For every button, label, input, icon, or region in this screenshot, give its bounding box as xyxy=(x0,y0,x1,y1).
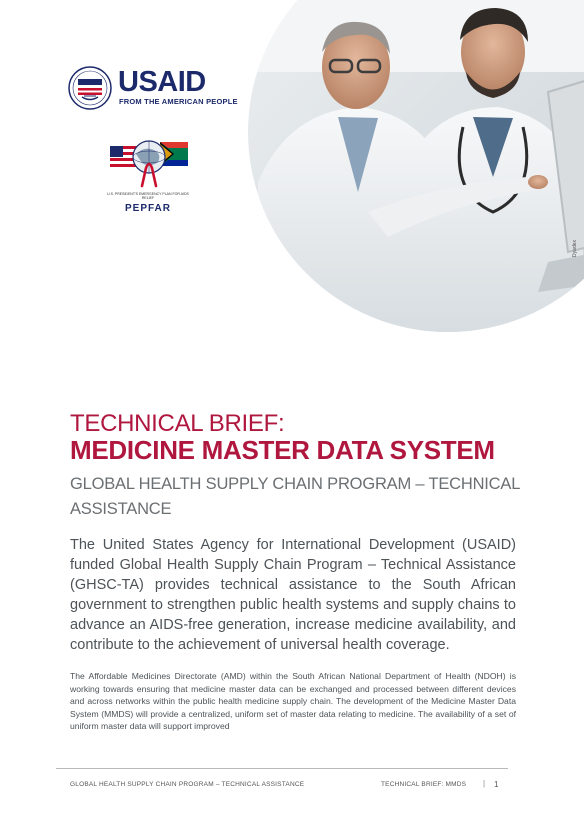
body-paragraph: The Affordable Medicines Directorate (AMD) within the South African National Department of Health (NDOH) is working towards ensuring that medicine master data can be exchanged and processed between different devices and across networks within the public health medicine supply chain. The development of the Medicine Master Data System (MMDS) will provide a centralized, uniform set of master data relating to medicine. The availability of a set of uniform master data will support improved xyxy=(70,671,516,731)
hero-photo xyxy=(248,0,584,332)
usaid-logo xyxy=(68,66,238,112)
usaid-seal-icon xyxy=(68,66,112,110)
title-kicker: TECHNICAL BRIEF: xyxy=(70,410,285,437)
footer-doc-title: TECHNICAL BRIEF: MMDS xyxy=(381,781,467,788)
pepfar-fineprint: U.S. PRESIDENT'S EMERGENCY PLAN FOR AIDS RELIEF xyxy=(107,192,189,200)
footer-divider xyxy=(56,768,508,769)
page-title: MEDICINE MASTER DATA SYSTEM xyxy=(70,435,495,465)
usaid-tagline: FROM THE AMERICAN PEOPLE xyxy=(119,97,238,106)
lead-paragraph: The United States Agency for International Development (USAID) funded Global Health Supply Chain Program – Technical Assistance (GHSC-TA) provides technical assistance to the South African government to strengthen public health systems and supply chains to advance an AIDS-free generation, increase medicine availability, and contribute to the achievement of universal health coverage. xyxy=(70,537,516,653)
page-number: 1 xyxy=(494,780,499,789)
photo-credit: Dyadex xyxy=(572,240,578,257)
footer-separator: | xyxy=(483,779,486,788)
usaid-wordmark: USAID xyxy=(118,66,206,98)
pepfar-logo xyxy=(102,132,194,222)
page-subtitle: GLOBAL HEALTH SUPPLY CHAIN PROGRAM – TECHNICAL ASSISTANCE xyxy=(70,475,520,518)
doctors-photo-illustration xyxy=(248,0,584,332)
pepfar-emblem-icon xyxy=(106,132,192,192)
footer-program-name: GLOBAL HEALTH SUPPLY CHAIN PROGRAM – TECHNICAL ASSISTANCE xyxy=(70,781,305,788)
pepfar-wordmark: PEPFAR xyxy=(124,203,171,214)
